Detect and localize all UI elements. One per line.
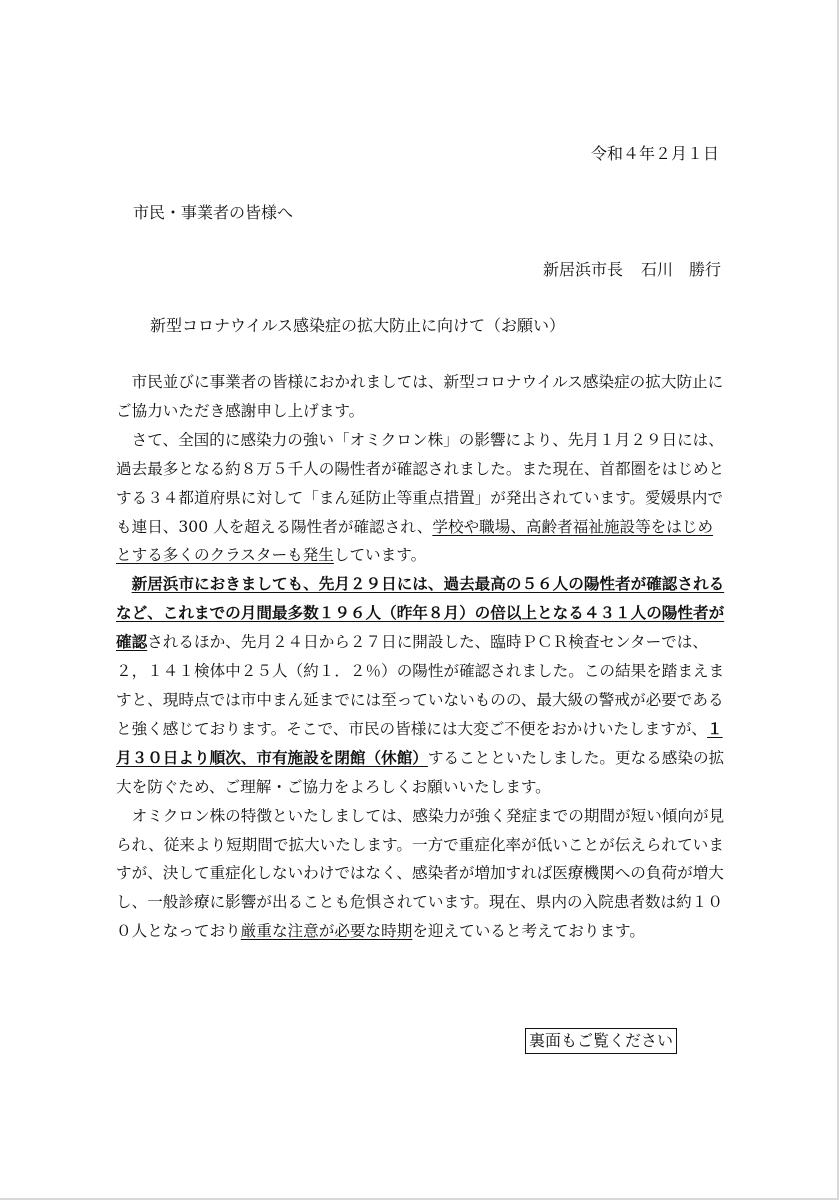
paragraph-3-bold-underlined: 新居浜市におきましても、先月２９日には、過去最高の５６人の陽性者が確認されるなど、これまでの月間最多数１９６人（昨年８月）の倍以上となる４３１人の陽性者が確認 [116, 574, 725, 652]
paragraph-4-text-a: オミクロン株の特徴といたしましては、感染力が強く発症までの期間が短い傾向が見られ、従来より短期間で拡大いたします。一方で重症化率が低いことが伝えられていますが、決して重症化しないわけではなく、感染者が増加すれば医療機関への負荷が増大し、一般診療に影響が出ることも危惧されています。現在、県内の入院患者数は約１００人となっており [116, 806, 725, 941]
see-reverse-note: 裏面もご覧ください [525, 1028, 677, 1054]
paragraph-2-text-b: しています。 [333, 546, 427, 565]
letter-body [116, 368, 728, 946]
paragraph-3-bold-underlined-2: １月３０日より順次、市有施設を閉館（休館） [116, 718, 723, 767]
paragraph-1: 市民並びに事業者の皆様におかれましては、新型コロナウイルス感染症の拡大防止にご協力いただき感謝申し上げます。 [116, 373, 724, 420]
paragraph-4-underlined: 厳重な注意が必要な時期 [240, 922, 413, 941]
paragraph-3-text-a: されるほか、先月２４日から２７日に開設した、臨時ＰＣＲ検査センターでは、２，１４１検体中２５人（約１．２％）の陽性が確認されました。この結果を踏まえますと、現時点では市中まん延までには至っていないものの、最大級の警戒が必要であると強く感じております。そこで、市民の皆様には大変ご不便をおかけいたしますが、 [116, 633, 725, 738]
sender-line [543, 257, 721, 280]
paragraph-3 [116, 570, 728, 801]
paragraph-3-text-b: することといたしました。更なる感染の拡大を防ぐため、ご理解・ご協力をよろしくお願いいたします。 [116, 748, 725, 796]
letter-date: 令和４年２月１日 [590, 144, 719, 163]
paragraph-4 [116, 802, 728, 947]
paragraph-2-text-a: さて、全国的に感染力の強い「オミクロン株」の影響により、先月１月２９日には、過去最多となる約８万５千人の陽性者が確認されました。また現在、首都圏をはじめとする３４都道府県に対して「まん延防止等重点措置」が発出されています。愛媛県内でも連日、300 人を超える陽性者が確認され、 [116, 430, 725, 536]
paragraph-2-underlined: 学校や職場、高齢者福祉施設等をはじめとする多くのクラスターも発生 [116, 517, 714, 565]
sender-title: 新居浜市長 [542, 260, 623, 279]
paragraph-2 [116, 426, 728, 571]
addressee: 市民・事業者の皆様へ [133, 203, 294, 222]
sender-name: 石川 勝行 [640, 260, 721, 279]
letter-subject: 新型コロナウイルス感染症の拡大防止に向けて（お願い） [150, 316, 566, 335]
paragraph-4-text-b: を迎えていると考えております。 [412, 922, 645, 941]
